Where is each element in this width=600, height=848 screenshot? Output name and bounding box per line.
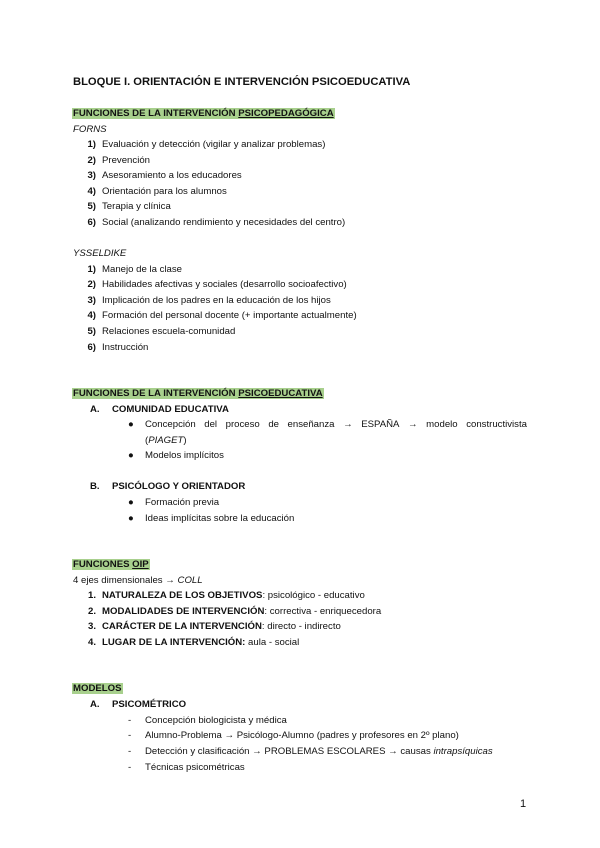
list-number: 1.: [87, 590, 96, 601]
bullet-icon: ●: [128, 497, 134, 508]
list-text: : correctiva - enriquecedora: [264, 606, 382, 617]
subheading-letter: A.: [90, 699, 100, 710]
subheading-text: PSICÓLOGO Y ORIENTADOR: [112, 481, 246, 492]
page-number: 1: [520, 798, 527, 810]
list-item: [82, 295, 331, 306]
list-item: [82, 310, 357, 321]
word: ESPAÑA: [361, 419, 400, 430]
list-item: [82, 186, 227, 197]
arrow-icon: →: [408, 419, 418, 430]
author-label-forns: FORNS: [73, 124, 107, 135]
list-text: : directo - indirecto: [261, 621, 341, 632]
ejes-text: 4 ejes dimensionales →: [73, 575, 178, 586]
list-text: : psicológico - educativo: [262, 590, 365, 601]
bullet-icon: ●: [128, 419, 134, 430]
subheading-psicometrico: [90, 699, 186, 710]
subheading-comunidad: [90, 404, 229, 415]
author-name: PIAGET: [148, 435, 184, 446]
bullet-text-justified: [145, 419, 527, 430]
word: del: [204, 419, 218, 430]
list-bold: LUGAR DE LA INTERVENCIÓN:: [102, 637, 246, 648]
word: enseñanza: [287, 419, 335, 430]
list-number: 2): [87, 155, 96, 166]
list-number: 6): [87, 217, 96, 228]
author-name: COLL: [177, 575, 203, 586]
dash-item: Alumno-Problema → Psicólogo-Alumno (padres y profesores en 2º plano): [145, 730, 459, 741]
list-number: 5): [87, 201, 96, 212]
list-number: 2): [87, 279, 96, 290]
section-heading-modelos: [72, 683, 123, 695]
arrow-icon: →: [343, 419, 353, 430]
dash-bullet: -: [128, 715, 132, 726]
dash-bullet: -: [128, 746, 132, 757]
list-text: Asesoramiento a los educadores: [102, 170, 242, 181]
author-label-ysseldike: YSSELDIKE: [73, 248, 127, 259]
list-item: [82, 155, 150, 166]
dash-item-italic: intrapsíquicas: [433, 746, 493, 757]
list-item: [82, 637, 299, 648]
section-heading-underlined: OIP: [132, 559, 149, 570]
bullet-icon: ●: [128, 450, 134, 461]
bullet-text-continuation: [145, 435, 187, 446]
list-text: Formación del personal docente (+ importante actualmente): [102, 310, 357, 321]
bullet-icon: ●: [128, 513, 134, 524]
list-item: [82, 217, 345, 228]
list-text: Habilidades afectivas y sociales (desarrollo socioafectivo): [102, 279, 347, 290]
list-number: 3.: [87, 621, 96, 632]
list-item: [82, 279, 347, 290]
ejes-line: [73, 575, 203, 586]
list-text: Social (analizando rendimiento y necesidades del centro): [102, 217, 346, 228]
list-item: [82, 621, 341, 632]
list-text: Instrucción: [102, 342, 149, 353]
list-item: [82, 606, 381, 617]
list-number: 3): [87, 170, 96, 181]
section-heading-psicoeducativa: [72, 388, 324, 400]
list-text: Evaluación y detección (vigilar y analizar problemas): [102, 139, 326, 150]
list-number: 5): [87, 326, 96, 337]
subheading-text: COMUNIDAD EDUCATIVA: [112, 404, 229, 415]
section-heading-oip: [72, 559, 150, 571]
subheading-text: PSICOMÉTRICO: [112, 699, 187, 710]
list-number: 4.: [87, 637, 96, 648]
list-number: 4): [87, 186, 96, 197]
section-heading-underlined: PSICOPEDAGÓGICA: [238, 108, 334, 119]
section-heading-psicopedagogica: [72, 108, 335, 120]
section-heading-prefix: FUNCIONES: [73, 559, 133, 570]
dash-item: [145, 746, 493, 757]
list-item: [82, 264, 182, 275]
dash-item: Concepción biologicista y médica: [145, 715, 287, 726]
list-text: Orientación para los alumnos: [102, 186, 227, 197]
dash-item-text: Detección y clasificación → PROBLEMAS ESCOLARES → causas: [145, 746, 434, 757]
document-title: BLOQUE I. ORIENTACIÓN E INTERVENCIÓN PSICOEDUCATIVA: [73, 76, 411, 88]
list-number: 2.: [87, 606, 96, 617]
word: proceso: [225, 419, 260, 430]
section-heading-prefix: FUNCIONES DE LA INTERVENCIÓN: [73, 108, 239, 119]
list-item: [82, 201, 171, 212]
section-heading-underlined: PSICOEDUCATIVA: [238, 388, 323, 399]
paren: (: [145, 435, 149, 446]
dash-bullet: -: [128, 762, 132, 773]
bullet-text: Formación previa: [145, 497, 220, 508]
list-item: [82, 139, 325, 150]
list-bold: CARÁCTER DE LA INTERVENCIÓN: [102, 621, 262, 632]
word: modelo: [426, 419, 458, 430]
section-highlight: [72, 559, 150, 570]
list-item: [82, 342, 148, 353]
list-bold: NATURALEZA DE LOS OBJETIVOS: [102, 590, 263, 601]
list-text: Manejo de la clase: [102, 264, 182, 275]
subheading-letter: A.: [90, 404, 100, 415]
subheading-psicologo: [90, 481, 245, 492]
list-number: 1): [87, 139, 96, 150]
word: constructivista: [466, 419, 527, 430]
list-text: Relaciones escuela-comunidad: [102, 326, 236, 337]
list-text: Implicación de los padres en la educación de los hijos: [102, 295, 331, 306]
list-text: Prevención: [102, 155, 150, 166]
section-highlight: [72, 388, 324, 399]
list-number: 4): [87, 310, 96, 321]
list-bold: MODALIDADES DE INTERVENCIÓN: [102, 606, 265, 617]
list-item: [82, 590, 365, 601]
dash-item: Técnicas psicométricas: [145, 762, 245, 773]
word: Concepción: [145, 419, 196, 430]
list-number: 3): [87, 295, 96, 306]
list-text: aula - social: [245, 637, 300, 648]
list-item: [82, 326, 235, 337]
section-highlight: MODELOS: [73, 683, 122, 694]
bullet-text: Modelos implícitos: [145, 450, 224, 461]
section-heading-prefix: FUNCIONES DE LA INTERVENCIÓN: [73, 388, 239, 399]
list-item: [82, 170, 242, 181]
section-highlight: [72, 108, 335, 119]
paren: ): [183, 435, 187, 446]
subheading-letter: B.: [90, 481, 100, 492]
list-text: Terapia y clínica: [102, 201, 171, 212]
bullet-text: Ideas implícitas sobre la educación: [145, 513, 295, 524]
list-number: 6): [87, 342, 96, 353]
dash-bullet: -: [128, 730, 132, 741]
word: de: [268, 419, 279, 430]
list-number: 1): [87, 264, 96, 275]
